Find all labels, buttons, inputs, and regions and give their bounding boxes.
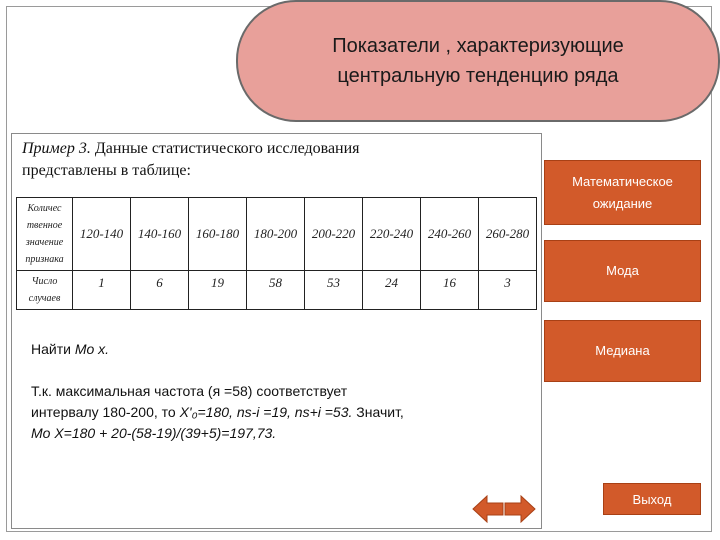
interval-cell: 200-220 [305,198,363,271]
interval-cell: 180-200 [247,198,305,271]
row-header-count: Число случаев [17,271,73,310]
solution-line-2-text: интервалу 180-200, то [31,404,180,420]
interval-cell: 120-140 [73,198,131,271]
count-cell: 16 [421,271,479,310]
solution-line-2-formula: X'₀=180, ns-i =19, ns+i =53. [179,404,353,420]
title-banner [236,0,720,122]
table-row [17,198,537,271]
table-row [17,271,537,310]
solution-line-2-end: Значит, [352,404,404,420]
solution-line-2 [31,402,531,423]
arrow-left-icon[interactable] [472,495,504,523]
count-cell: 53 [305,271,363,310]
content-panel [11,133,542,529]
task-text [31,341,109,357]
count-cell: 58 [247,271,305,310]
row-header-value: Количес твенное значение признака [17,198,73,271]
task-target: Mo x. [74,341,110,357]
interval-cell: 260-280 [479,198,537,271]
count-cell: 24 [363,271,421,310]
example-label: Пример 3. [22,140,91,157]
count-cell: 1 [73,271,131,310]
expectation-button[interactable]: Математическое ожидание [544,160,701,225]
arrow-right-icon[interactable] [504,495,536,523]
interval-cell: 240-260 [421,198,479,271]
page-title: Показатели , характеризующие центральную тенденцию ряда [332,35,624,87]
count-cell: 3 [479,271,537,310]
count-cell: 19 [189,271,247,310]
count-cell: 6 [131,271,189,310]
solution-formula: Mo X=180 + 20-(58-19)/(39+5)=197,73. [31,425,277,441]
interval-cell: 160-180 [189,198,247,271]
example-text-1: Данные статистического исследования [90,140,360,157]
solution-line-3 [31,423,531,444]
example-intro [22,138,532,182]
interval-cell: 220-240 [363,198,421,271]
data-table [16,197,537,310]
mode-button[interactable]: Мода [544,240,701,302]
solution-line-1: Т.к. максимальная частота (я =58) соответствует [31,383,348,399]
exit-button[interactable]: Выход [603,483,701,515]
example-text-2: представлены в таблице: [22,162,191,179]
solution-text [31,381,531,444]
interval-cell: 140-160 [131,198,189,271]
median-button[interactable]: Медиана [544,320,701,382]
task-prefix: Найти [31,341,75,357]
